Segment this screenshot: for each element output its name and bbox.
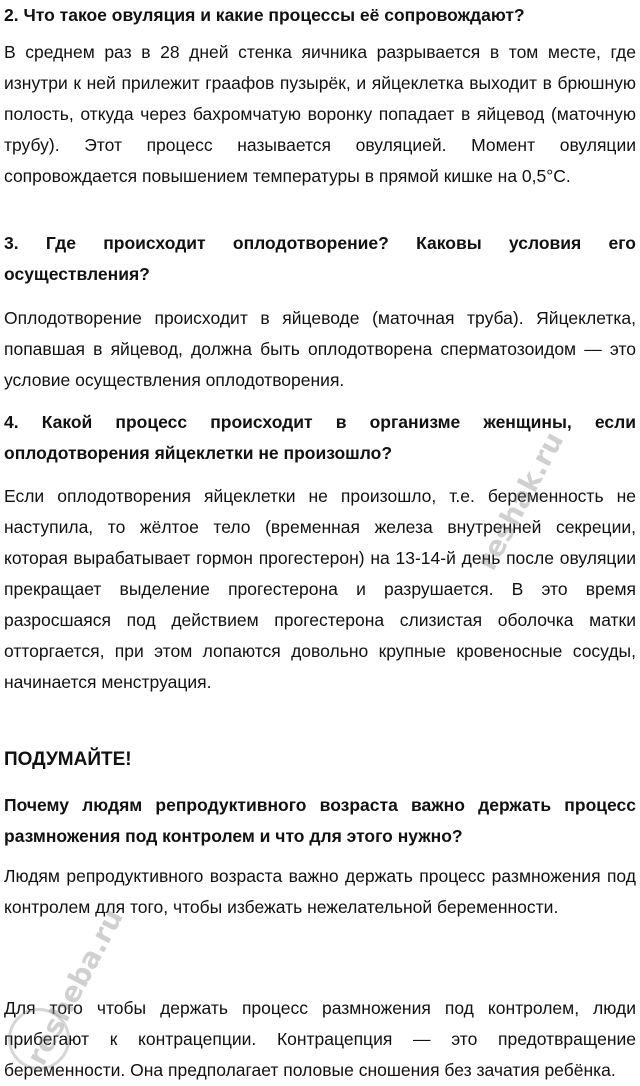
question-4: 4. Какой процесс происходит в организме женщины, если оплодотворения яйцеклетки не произошло? bbox=[4, 412, 636, 463]
question-3: 3. Где происходит оплодотворение? Каковы условия его осуществления? bbox=[4, 233, 636, 284]
think-answer-paragraph-2: Для того чтобы держать процесс размножения под контролем, люди прибегают к контрацепции. Контрацепция — это предотвращение беременности. Она предполагает половые сношения без зачатия ребёнка. bbox=[4, 998, 636, 1080]
answer-2-paragraph: В среднем раз в 28 дней стенка яичника разрывается в том месте, где изнутри к ней прилежит граафов пузырёк, и яйцеклетка выходит в брюшную полость, откуда через бахромчатую воронку попадает в яйцевод (маточную трубу). Этот процесс называется овуляцией. Момент овуляции сопровождается повышением температуры в прямой кишке на 0,5°С. bbox=[4, 42, 636, 186]
watermark-logo: resheba.ru bbox=[20, 903, 130, 1071]
question-2: 2. Что такое овуляция и какие процессы её сопровождают? bbox=[4, 5, 525, 25]
watermark-copyright-circle-icon bbox=[8, 1008, 70, 1070]
think-heading: ПОДУМАЙТЕ! bbox=[4, 749, 132, 770]
answer-3-paragraph: Оплодотворение происходит в яйцеводе (маточная труба). Яйцеклетка, попавшая в яйцевод, должна быть оплодотворена сперматозоидом — это условие осуществления оплодотворения. bbox=[4, 308, 636, 390]
answer-4-paragraph: Если оплодотворения яйцеклетки не произошло, т.е. беременность не наступила, то жёлтое тело (временная железа внутренней секреции, которая вырабатывает гормон прогестерон) на 13-14-й день после овуляции прекращает выделение прогестерона и разрушается. В это время разросшаяся под действием прогестерона слизистая оболочка матки отторгается, при этом лопаются довольно крупные кровеносные сосуды, начинается менструация. bbox=[4, 486, 636, 692]
watermark-logo: reshak.ru bbox=[470, 426, 571, 576]
think-answer-paragraph-1: Людям репродуктивного возраста важно держать процесс размножения под контролем для того, чтобы избежать нежелательной беременности. bbox=[4, 866, 636, 917]
think-question: Почему людям репродуктивного возраста важно держать процесс размножения под контролем и что для этого нужно? bbox=[4, 795, 636, 846]
